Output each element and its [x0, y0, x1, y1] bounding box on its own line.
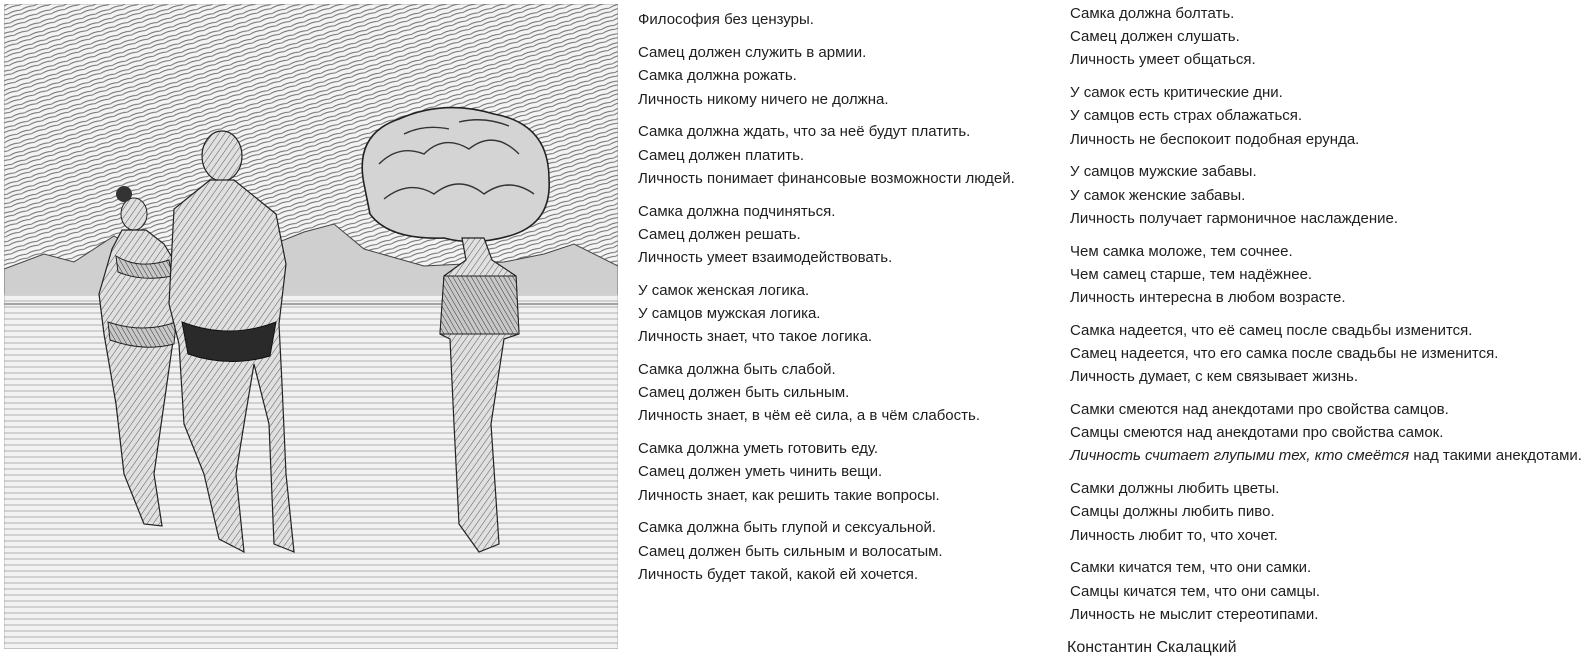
text-line: Самка должна рожать. [638, 67, 797, 85]
right-paragraph [1070, 160, 1582, 230]
text-line: Личность не мыслит стереотипами. [1070, 605, 1319, 623]
right-paragraph [1070, 240, 1582, 310]
text-line: Самец должен решать. [638, 225, 801, 243]
text-line: Самки должны любить цветы. [1070, 480, 1280, 498]
text-line: Самцы кичатся тем, что они самцы. [1070, 582, 1321, 600]
text-line: Самцы смеются над анекдотами про свойства самок. [1070, 424, 1444, 442]
text-column-right [1067, 2, 1582, 659]
text-line: Личность знает, что такое логика. [638, 328, 873, 346]
text-line: Личность знает, как решить такие вопросы. [638, 486, 940, 504]
text-line: Личность любит то, что хочет. [1070, 526, 1278, 544]
text-line: Личность понимает финансовые возможности людей. [638, 169, 1015, 187]
text-line: Самец должен служить в армии. [638, 44, 867, 62]
text-line: Самец должен слушать. [1070, 28, 1240, 46]
right-paragraph [1070, 556, 1582, 626]
text-line: Самец надеется, что его самка после свадьбы не изменится. [1070, 345, 1499, 363]
text-line: Самка должна болтать. [1070, 5, 1235, 22]
text-line: Самцы должны любить пиво. [1070, 503, 1275, 521]
text-line: Самка надеется, что её самец после свадьбы изменится. [1070, 321, 1473, 339]
author-name: Константин Скалацкий [1067, 638, 1237, 656]
text-line-mixed [1070, 444, 1582, 467]
left-paragraph [638, 279, 1015, 349]
text-line: Самец должен уметь чинить вещи. [638, 463, 883, 481]
text-line: У самок женские забавы. [1070, 186, 1246, 204]
left-paragraph [638, 516, 1015, 586]
ground [4, 294, 618, 649]
text-line: Личность интересна в любом возрасте. [1070, 289, 1346, 307]
text-line: Личность никому ничего не должна. [638, 90, 889, 108]
brain [362, 108, 549, 242]
text-line: Самец должен быть сильным. [638, 384, 850, 402]
text-line: Чем самец старше, тем надёжнее. [1070, 265, 1313, 283]
italic-text: Личность считает глупыми тех, кто смеётся [1070, 447, 1410, 465]
text-line: У самцов мужские забавы. [1070, 163, 1257, 181]
text-line: Личность умеет общаться. [1070, 51, 1256, 69]
page-title: Философия без цензуры. [638, 11, 814, 28]
right-paragraph [1070, 2, 1582, 72]
text-line: У самок женская логика. [638, 281, 810, 299]
text-line: Самка должна ждать, что за неё будут платить. [638, 123, 971, 141]
text-line: Самка должна быть слабой. [638, 361, 836, 379]
left-paragraph [638, 41, 1015, 111]
left-paragraph [638, 120, 1015, 190]
text-line: Личность думает, с кем связывает жизнь. [1070, 368, 1359, 386]
text-column-left [638, 8, 1015, 596]
right-paragraph [1070, 398, 1582, 468]
text-line: У самок есть критические дни. [1070, 84, 1283, 102]
illustration [4, 4, 618, 649]
right-paragraph [1070, 81, 1582, 151]
left-paragraph [638, 358, 1015, 428]
right-paragraph [1070, 319, 1582, 389]
text-line: Самки смеются над анекдотами про свойства самцов. [1070, 401, 1449, 419]
text-line: Самец должен быть сильным и волосатым. [638, 542, 943, 560]
left-paragraph [638, 200, 1015, 270]
text-line: Личность знает, в чём её сила, а в чём слабость. [638, 407, 981, 425]
text-line: Самка должна подчиняться. [638, 202, 836, 220]
text-line: Личность будет такой, какой ей хочется. [638, 565, 918, 583]
text-line: Личность умеет взаимодействовать. [638, 249, 893, 267]
text-line: Личность получает гармоничное наслаждение. [1070, 209, 1399, 227]
text-line: Чем самка моложе, тем сочнее. [1070, 242, 1293, 260]
text-line: Личность не беспокоит подобная ерунда. [1070, 130, 1360, 148]
text-line: У самцов есть страх облажаться. [1070, 107, 1303, 125]
left-paragraph [638, 437, 1015, 507]
text-line: Самец должен платить. [638, 146, 805, 164]
text-line: У самцов мужская логика. [638, 305, 821, 323]
text-line: Самка должна уметь готовить еду. [638, 440, 879, 458]
text-line: Самки кичатся тем, что они самки. [1070, 559, 1312, 577]
right-paragraph [1070, 477, 1582, 547]
plain-text: над такими анекдотами. [1409, 447, 1582, 465]
text-line: Самка должна быть глупой и сексуальной. [638, 519, 937, 537]
